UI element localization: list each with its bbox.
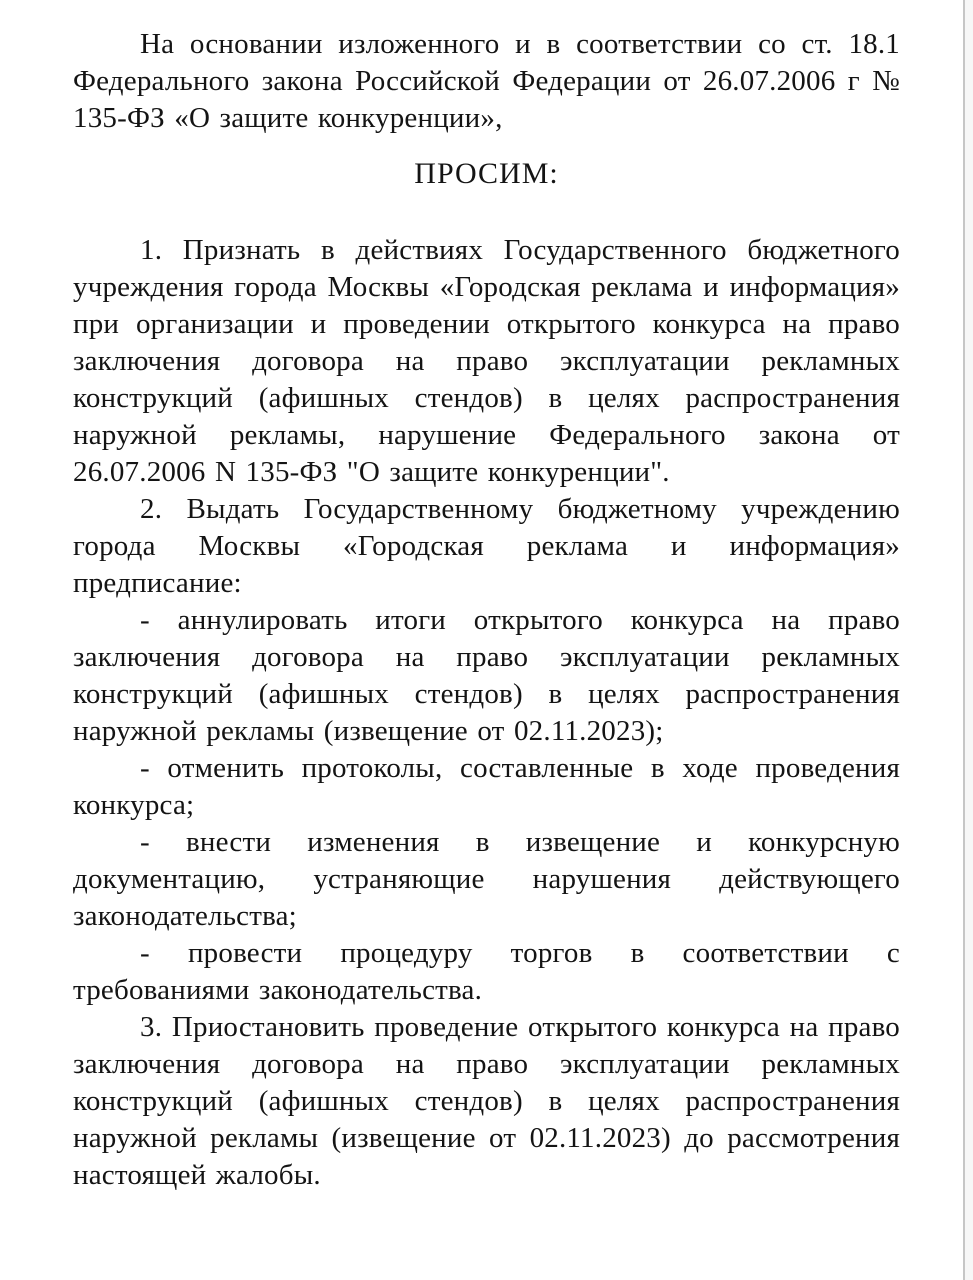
- scan-edge-shadow: [965, 0, 973, 1280]
- scan-edge-line: [963, 0, 965, 1280]
- subitem-amend-notice-documentation: - внести изменения в извещение и конкурсную документацию, устраняющие нарушения действующего законодательства;: [73, 826, 900, 932]
- request-heading: ПРОСИМ:: [414, 157, 559, 190]
- subitem-cancel-protocols: - отменить протоколы, составленные в ходе проведения конкурса;: [73, 752, 900, 821]
- paragraph-intro: На основании изложенного и в соответствии со ст. 18.1 Федерального закона Российской Федерации от 26.07.2006 г № 135-ФЗ «О защите конкуренции»,: [73, 28, 900, 134]
- subitem-annul-results: - аннулировать итоги открытого конкурса на право заключения договора на право эксплуатации рекламных конструкций (афишных стендов) в целях распространения наружной рекламы (извещение от 02.11.2023);: [73, 604, 900, 747]
- paragraph-item-3-suspend-tender: 3. Приостановить проведение открытого конкурса на право заключения договора на право эксплуатации рекламных конструкций (афишных стендов) в целях распространения наружной рекламы (извещение от 02.11.2023) до рассмотрения настоящей жалобы.: [73, 1011, 900, 1191]
- paragraph-item-1-recognize-violation: 1. Признать в действиях Государственного бюджетного учреждения города Москвы «Городская реклама и информация» при организации и проведении открытого конкурса на право заключения договора на право эксплуатации рекламных конструкций (афишных стендов) в целях распространения наружной рекламы, нарушение Федерального закона от 26.07.2006 N 135-ФЗ "О защите конкуренции".: [73, 234, 900, 488]
- subitem-conduct-procedure: - провести процедуру торгов в соответствии с требованиями законодательства.: [73, 937, 900, 1006]
- paragraph-item-2-issue-order: 2. Выдать Государственному бюджетному учреждению города Москвы «Городская реклама и информация» предписание:: [73, 493, 900, 599]
